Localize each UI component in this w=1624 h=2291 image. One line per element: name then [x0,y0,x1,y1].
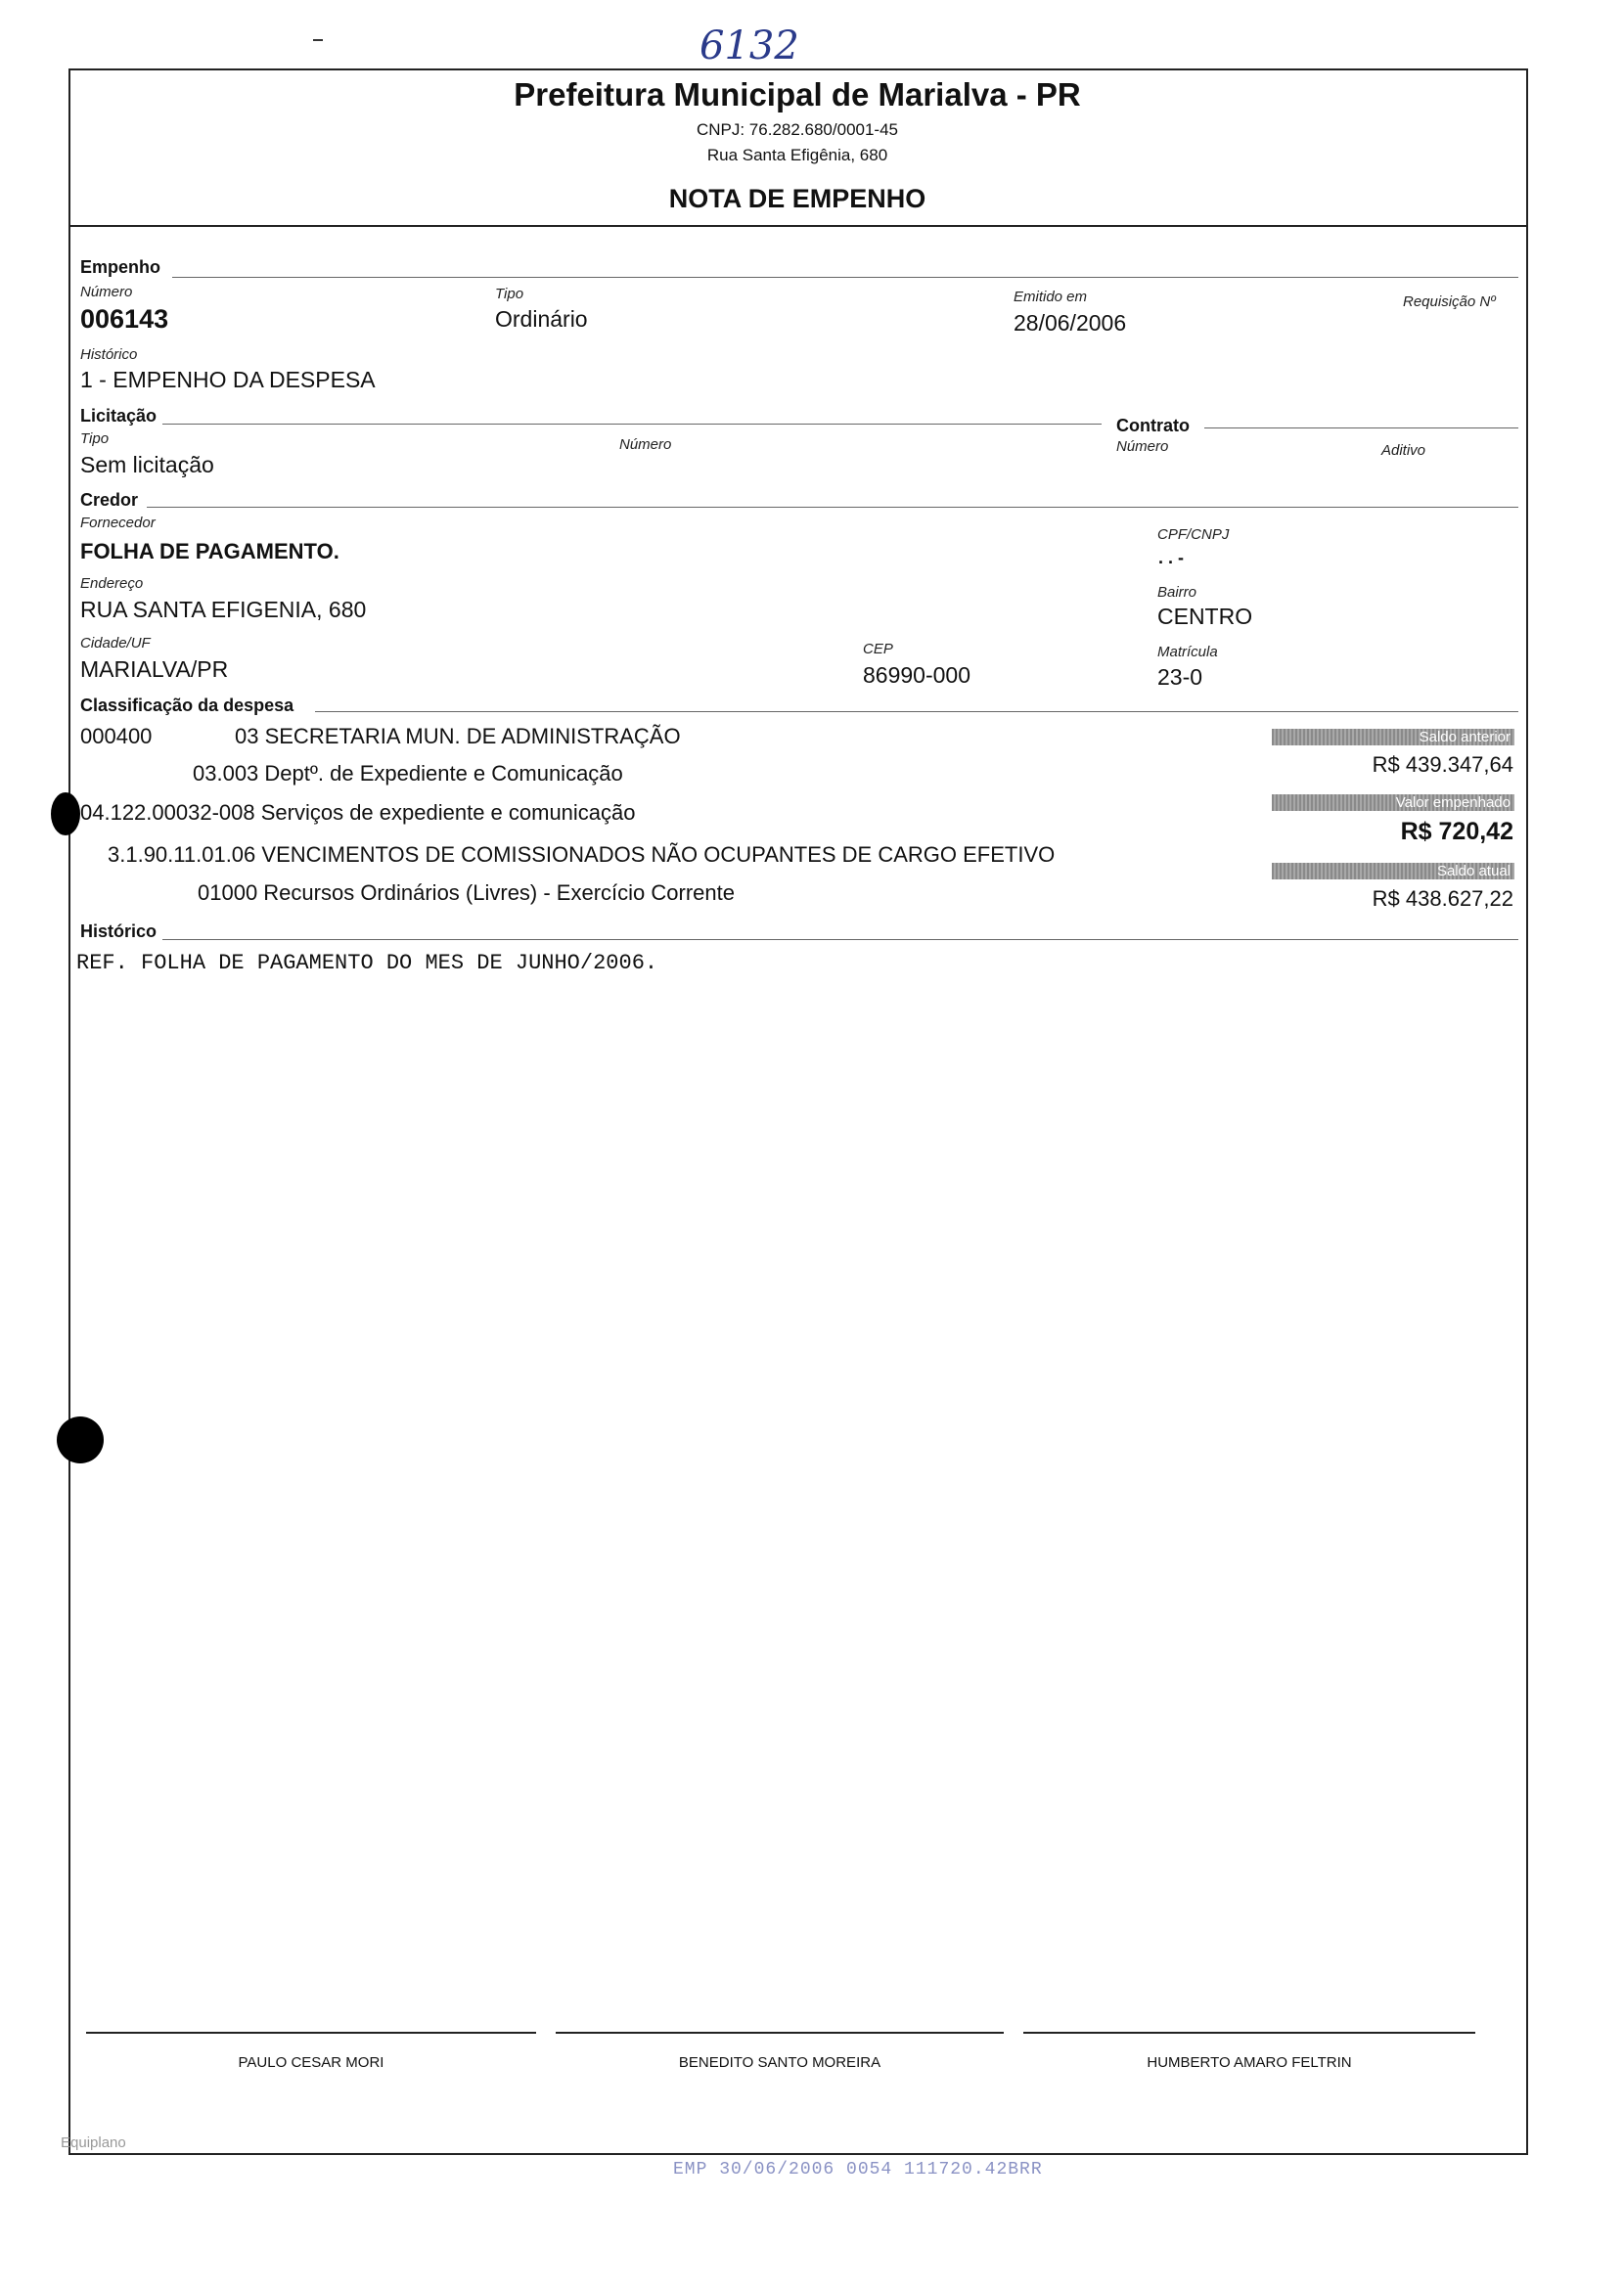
licitacao-numero-label: Número [619,436,672,453]
valor-empenhado-label: Valor empenhado [1272,794,1514,811]
section-classificacao: Classificação da despesa [80,696,294,715]
section-rule [147,507,1518,508]
endereco-label: Endereço [80,575,144,592]
saldo-atual-value: R$ 438.627,22 [1372,886,1513,911]
cnpj-text: CNPJ: 76.282.680/0001-45 [696,120,899,139]
bairro-value: CENTRO [1157,604,1253,629]
cidade-value: MARIALVA/PR [80,656,229,682]
signature-name: BENEDITO SANTO MOREIRA [678,2054,881,2071]
historico-text: REF. FOLHA DE PAGAMENTO DO MES DE JUNHO/2006. [76,951,658,975]
empenho-numero: 006143 [80,304,169,334]
empenho-tipo: Ordinário [495,306,588,332]
section-historico: Histórico [80,921,158,941]
licitacao-tipo-label: Tipo [80,430,110,447]
scan-mark [313,39,323,47]
empenho-numero-label: Número [80,284,133,300]
address-text: Rua Santa Efigênia, 680 [706,146,888,164]
empenho-historico: 1 - EMPENHO DA DESPESA [80,367,376,392]
classificacao-natureza: 3.1.90.11.01.06 VENCIMENTOS DE COMISSIONADOS NÃO OCUPANTES DE CARGO EFETIVO [108,842,1056,867]
signature-name: PAULO CESAR MORI [238,2054,384,2071]
section-rule [1204,427,1518,428]
endereco-value: RUA SANTA EFIGENIA, 680 [80,597,367,622]
emission-stamp: EMP 30/06/2006 0054 111720.42BRR [673,2160,1043,2179]
punch-hole [51,792,80,835]
cpf-label: CPF/CNPJ [1157,526,1230,543]
empenho-tipo-label: Tipo [495,286,524,302]
bairro-label: Bairro [1157,584,1197,601]
classificacao-departamento: 03.003 Deptº. de Expediente e Comunicação [193,761,623,786]
header-divider [68,225,1528,227]
classificacao-programa: 04.122.00032-008 Serviços de expediente e comunicação [80,800,636,825]
saldo-anterior-label: Saldo anterior [1272,729,1514,745]
saldo-anterior-value: R$ 439.347,64 [1372,752,1513,777]
valor-empenhado-value: R$ 720,42 [1400,818,1513,845]
classificacao-code: 000400 [80,724,153,748]
emitido-label: Emitido em [1014,289,1088,305]
contrato-numero-label: Número [1116,438,1169,455]
emitido-date: 28/06/2006 [1014,310,1127,336]
signature-line [86,2032,536,2034]
cpf-value: . . - [1158,548,1184,567]
document-title: NOTA DE EMPENHO [668,184,926,213]
section-rule [162,424,1102,425]
classificacao-secretaria: 03 SECRETARIA MUN. DE ADMINISTRAÇÃO [235,724,681,748]
fornecedor-value: FOLHA DE PAGAMENTO. [80,539,339,563]
cidade-label: Cidade/UF [80,635,151,651]
matricula-value: 23-0 [1157,664,1203,690]
handwritten-number: 6132 [699,23,799,68]
section-rule [162,939,1518,940]
cep-label: CEP [863,641,893,657]
saldo-atual-label: Saldo atual [1272,863,1514,879]
signature-line [1023,2032,1475,2034]
classificacao-fonte: 01000 Recursos Ordinários (Livres) - Exercício Corrente [198,880,735,905]
page-title: Prefeitura Municipal de Marialva - PR [514,76,1081,112]
section-credor: Credor [80,490,139,510]
section-rule [172,277,1518,278]
empenho-historico-label: Histórico [80,346,138,363]
requisicao-label: Requisição Nº [1403,293,1496,310]
section-rule [315,711,1518,712]
fornecedor-label: Fornecedor [80,515,156,531]
section-empenho: Empenho [80,257,161,277]
signature-line [556,2032,1004,2034]
section-contrato: Contrato [1116,416,1190,435]
cep-value: 86990-000 [863,662,970,688]
footer-brand: Equiplano [61,2134,126,2151]
signature-name: HUMBERTO AMARO FELTRIN [1147,2054,1352,2071]
section-licitacao: Licitação [80,406,158,426]
punch-hole [57,1416,104,1463]
matricula-label: Matrícula [1157,644,1218,660]
licitacao-tipo: Sem licitação [80,452,214,477]
contrato-aditivo-label: Aditivo [1381,442,1426,459]
